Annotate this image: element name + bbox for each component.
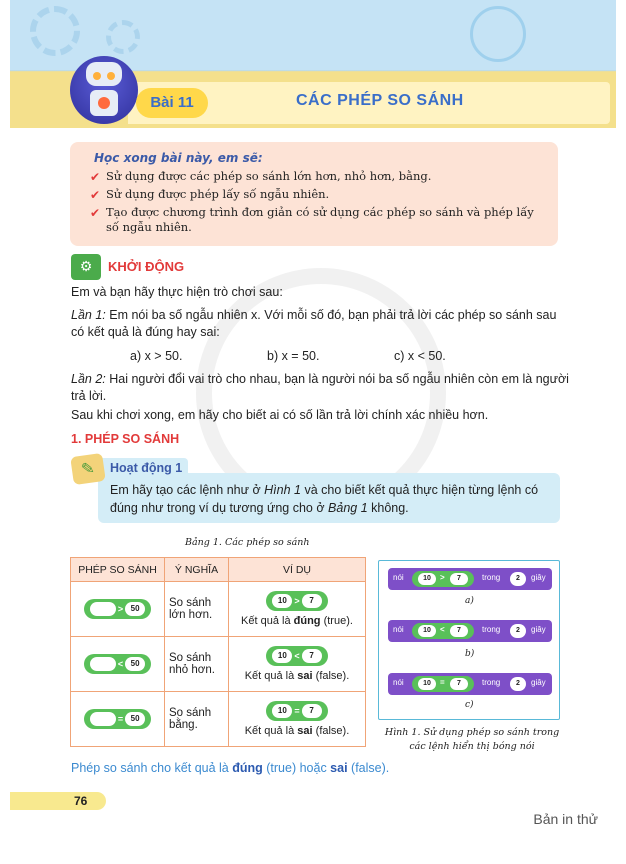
page-number: 76 xyxy=(10,792,106,810)
meaning-cell: So sánh lớn hơn. xyxy=(165,582,229,637)
gears-icon: ⚙ xyxy=(71,254,101,280)
table-row xyxy=(71,692,366,747)
warmup-closing: Sau khi chơi xong, em hãy cho biết ai có số lần trả lời chính xác nhiều hơn. xyxy=(71,408,489,422)
compare-block: 10 > 7 xyxy=(412,571,474,587)
robot-mascot-icon xyxy=(70,56,138,124)
puzzle-icon: ✎ xyxy=(70,453,106,485)
warmup-title: KHỞI ĐỘNG xyxy=(108,259,185,274)
objective-item: Sử dụng được phép lấy số ngẫu nhiên. xyxy=(106,187,330,201)
table-header: Ý NGHĨA xyxy=(165,558,229,582)
compare-block: 10 = 7 xyxy=(412,676,474,692)
figure-label: b) xyxy=(465,649,475,659)
say-block: nói 10 < 7 trong 2 giây xyxy=(388,620,552,642)
example-result: Kết quả là đúng (true). xyxy=(241,615,353,627)
lesson-title: CÁC PHÉP SO SÁNH xyxy=(296,92,464,109)
compare-block: < 50 xyxy=(84,654,151,674)
figure-label: a) xyxy=(465,596,474,606)
figure-caption: Hình 1. Sử dụng phép so sánh trong các lệnh hiển thị bóng nói xyxy=(384,727,560,752)
warmup-round2: Lần 2: Hai người đổi vai trò cho nhau, bạn là người nói ba số ngẫu nhiên còn em là người trả lời. xyxy=(71,372,569,403)
lightbulb-icon xyxy=(470,6,526,62)
figure-label: c) xyxy=(465,700,474,710)
case-a: a) x > 50. xyxy=(130,349,183,363)
meaning-cell: So sánh nhỏ hơn. xyxy=(165,637,229,692)
table-row xyxy=(71,637,366,692)
table-caption: Bảng 1. Các phép so sánh xyxy=(185,537,310,548)
compare-block: 10 < 7 xyxy=(412,623,474,639)
gear-icon xyxy=(30,6,80,56)
say-block: nói 10 > 7 trong 2 giây xyxy=(388,568,552,590)
table-header-row xyxy=(71,558,366,582)
activity-text: Em hãy tạo các lệnh như ở Hình 1 và cho biết kết quả thực hiện từng lệnh có đúng như trong ví dụ tương ứng cho ở Bảng 1 không. xyxy=(110,483,539,515)
gear-icon xyxy=(106,20,140,54)
check-icon: ✔ xyxy=(90,170,101,184)
example-result: Kết quả là sai (false). xyxy=(244,725,350,737)
lesson-number: Bài 11 xyxy=(136,88,208,118)
check-icon: ✔ xyxy=(90,206,101,220)
comparison-table xyxy=(70,557,366,747)
section-title: 1. PHÉP SO SÁNH xyxy=(71,432,180,446)
compare-block: > 50 xyxy=(84,599,151,619)
table-header: PHÉP SO SÁNH xyxy=(71,558,165,582)
objective-item: Tạo được chương trình đơn giản có sử dụng các phép so sánh và phép lấy số ngẫu nhiên. xyxy=(106,205,534,234)
example-block: 10 > 7 xyxy=(266,591,327,611)
example-result: Kết quả là sai (false). xyxy=(244,670,350,682)
table-header: VÍ DỤ xyxy=(229,558,366,582)
meaning-cell: So sánh bằng. xyxy=(165,692,229,747)
say-block: nói 10 = 7 trong 2 giây xyxy=(388,673,552,695)
case-c: c) x < 50. xyxy=(394,349,446,363)
example-block: 10 < 7 xyxy=(266,646,327,666)
conclusion: Phép so sánh cho kết quả là đúng (true) hoặc sai (false). xyxy=(71,761,390,775)
warmup-round1: Lần 1: Em nói ba số ngẫu nhiên x. Với mỗi số đó, bạn phải trả lời các phép so sánh sau có kết quả là đúng hay sai: xyxy=(71,308,557,339)
compare-block: = 50 xyxy=(84,709,151,729)
warmup-intro: Em và bạn hãy thực hiện trò chơi sau: xyxy=(71,285,283,299)
activity-title: Hoạt động 1 xyxy=(110,461,183,475)
objective-item: Sử dụng được các phép so sánh lớn hơn, nhỏ hơn, bằng. xyxy=(106,169,432,183)
objectives-heading: Học xong bài này, em sẽ: xyxy=(94,151,263,165)
example-block: 10 = 7 xyxy=(266,701,327,721)
case-b: b) x = 50. xyxy=(267,349,320,363)
check-icon: ✔ xyxy=(90,188,101,202)
draft-mark: Bản in thử xyxy=(533,811,598,827)
table-row xyxy=(71,582,366,637)
